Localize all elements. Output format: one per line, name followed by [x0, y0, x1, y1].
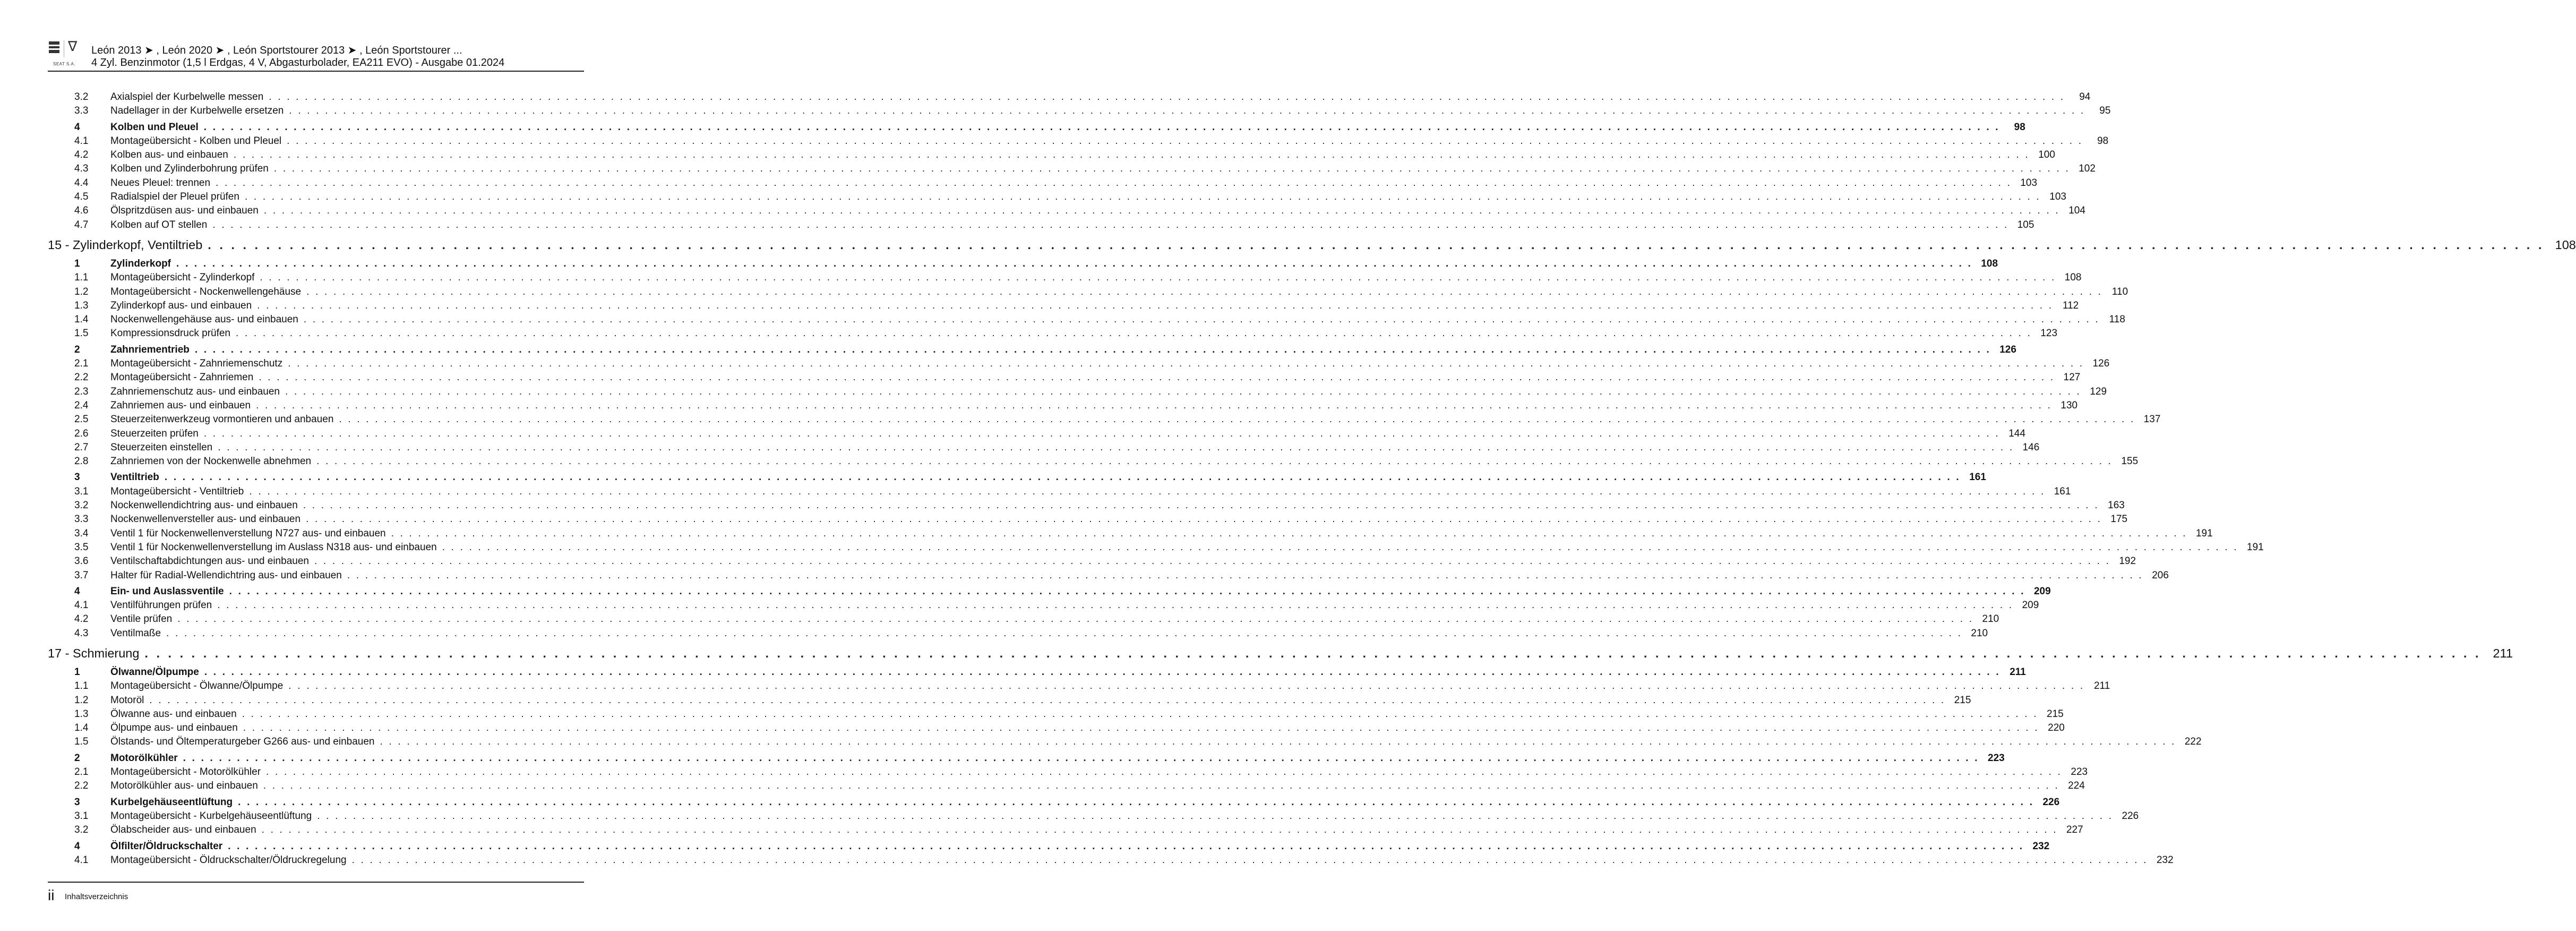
entry-page: 95 — [2099, 105, 2111, 117]
entry-title: 15 - Zylinderkopf, Ventiltrieb — [48, 237, 203, 252]
entry-page: 130 — [2060, 399, 2078, 411]
toc-sub-entry[interactable] — [48, 613, 1999, 627]
dot-leader: . . . . . . . . . . . . . . . . . . . . . . . . . . . . . . . . . . . . . . . . . . . . . . . . . . . . . . . . . . . . . . . . . . . . . . . . . . . . . . . . . . . . . . . . . . . . . . . . . . . . . . . . . . . . . . . . . . . . . . . . . . . . . . . . . . . . . . . . . . . . . . . . . . . . . . . . . . . . . . . . . . . . . . . . . . . . . . . . . . . . . . . . . . . . . . . . . . . . . . . . — [391, 527, 2187, 539]
toc-sub-entry[interactable] — [48, 514, 2128, 527]
dot-leader: . . . . . . . . . . . . . . . . . . . . . . . . . . . . . . . . . . . . . . . . . . . . . . . . . . . . . . . . . . . . . . . . . . . . . . . . . . . . . . . . . . . . . . . . . . . . . . . . . . . . . . . . . . . . . . . . . . . . . . . . . . . . . . . . . . . . . . . . . . . . . . . . . . . . . . . . . . . . . . . . . . . . . . . . . . . . . . . . . . . . . . . . . . . . . . . . . . . . . . . . — [339, 414, 2135, 425]
entry-title: 17 - Schmierung — [48, 646, 140, 660]
dot-leader: . . . . . . . . . . . . . . . . . . . . . . . . . . . . . . . . . . . . . . . . . . . . . . . . . . . . . . . . . . . . . . . . . . . . . . . . . . . . . . . . . . . . . . . . . . . . . . . . . . . . . . . . . . . . . . . . . . . . . . . . . . . . . . . . . . . . . . . . . . . . . . . . . . . . . . . . . . . . . . . . . . . . . . . . . . . . . . . . . . . . . . . . . . . . . . . . . . . . . . . . — [303, 500, 2099, 511]
entry-title: Zahnriemen aus- und einbauen — [110, 399, 251, 411]
toc-sub-entry[interactable] — [48, 541, 2264, 556]
entry-title: Ventiltrieb — [110, 472, 159, 483]
toc-sub-entry[interactable] — [48, 456, 2139, 469]
entry-number: 4.3 — [74, 627, 89, 639]
dot-leader: . . . . . . . . . . . . . . . . . . . . . . . . . . . . . . . . . . . . . . . . . . . . . . . . . . . . . . . . . . . . . . . . . . . . . . . . . . . . . . . . . . . . . . . . . . . . . . . . . . . . . . . . . . . . . . . . . . . . . . . . . . . . . . . . . . . . . . . . . . . . . . . . . . . . . . . . . . . . . . . . . . . . . . . . . . . . . . . . . . . . . . . . . . . . . . . . . . . . . . . . — [306, 286, 2103, 297]
entry-number: 1 — [74, 666, 80, 678]
entry-number: 4.5 — [74, 191, 89, 203]
toc-sub-entry[interactable] — [48, 135, 2109, 149]
toc-sub-entry[interactable] — [48, 680, 2110, 694]
dot-leader: . . . . . . . . . . . . . . . . . . . . . . . . . . . . . . . . . . . . . . . . . . . . . . . . . . . . . . . . . . . . . . . . . . . . . . . . . . . . . . . . . . . . . . . . . . . . . . . . . . . . . . . . . . . . . . . . . . . . . . . . . . . . . . . . . . . . . . . . . . . . . . . . . . . . . . . . . . . . . . . . . . . . . . . . . . . . . . . . . . . . . . . . . . . . . . . . . . . . . . . . — [244, 191, 2041, 203]
entry-title: Kolben und Zylinderbohrung prüfen — [110, 163, 269, 175]
toc-sub-entry[interactable] — [48, 627, 1988, 642]
toc-section-entry[interactable] — [48, 121, 2025, 135]
toc-section-entry[interactable] — [48, 472, 1986, 485]
toc-sub-entry[interactable] — [48, 854, 2174, 868]
entry-title: Steuerzeiten prüfen — [110, 428, 199, 439]
entry-number: 3.1 — [74, 485, 89, 497]
entry-page: 161 — [2054, 485, 2071, 497]
entry-title: Motoröl — [110, 694, 144, 706]
entry-page: 126 — [1999, 344, 2016, 355]
entry-title: Montageübersicht - Zahnriemen — [110, 372, 254, 383]
toc-sub-entry[interactable] — [48, 485, 2071, 500]
entry-page: 226 — [2122, 810, 2139, 822]
entry-page: 102 — [2079, 163, 2096, 175]
entry-number: 3.2 — [74, 91, 89, 103]
entry-title: Nockenwellendichtring aus- und einbauen — [110, 500, 298, 511]
entry-page: 215 — [1954, 694, 1971, 706]
entry-number: 2.6 — [74, 428, 89, 439]
dot-leader: . . . . . . . . . . . . . . . . . . . . . . . . . . . . . . . . . . . . . . . . . . . . . . . . . . . . . . . . . . . . . . . . . . . . . . . . . . . . . . . . . . . . . . . . . . . . . . . . . . . . . . . . . . . . . . . . . . . . . . . . . . . . . . . . . . . . . . . . . . . . . . . . . . . . . . . . . . . . . . . . . . . . . . . . . . . . . . . . . . . . . . . . . . . . . . . . . . . . . . . . — [203, 121, 2000, 133]
toc-sub-entry[interactable] — [48, 149, 2055, 163]
entry-number: 2.4 — [74, 399, 89, 411]
entry-page: 108 — [2064, 272, 2082, 284]
entry-number: 1.4 — [74, 314, 89, 326]
toc-chapter-entry[interactable] — [48, 237, 2576, 256]
dot-leader: . . . . . . . . . . . . . . . . . . . . . . . . . . . . . . . . . . . . . . . . . . . . . . . . . . . . . . . . . . . . . . . . . . . . . . . . . . . . . . . . . . . . . . . . . . . . . . . . . . . . . . . . . . . . . . . . . . . . . . . . . . . . . . . . . . . . . . . . . . . . . . . . . . . . . . . . . . . . . . . . . . . . . . . . . . . . . . . . . . . . . . . . . . . . . . . . . . . . . . . . — [208, 237, 2544, 252]
entry-number: 1.1 — [74, 272, 89, 284]
toc-sub-entry[interactable] — [48, 694, 1971, 708]
toc-sub-entry[interactable] — [48, 91, 2091, 105]
entry-page: 98 — [2097, 135, 2109, 147]
dot-leader: . . . . . . . . . . . . . . . . . . . . . . . . . . . . . . . . . . . . . . . . . . . . . . . . . . . . . . . . . . . . . . . . . . . . . . . . . . . . . . . . . . . . . . . . . . . . . . . . . . . . . . . . . . . . . . . . . . . . . . . . . . . . . . . . . . . . . . . . . . . . . . . . . . . . . . . . . . . . . . . . . . . . . . . . . . . . . . . . . . . . . . . . . . . . . . . . . . . . . . . . — [249, 485, 2046, 497]
entry-title: Montageübersicht - Motorölkühler — [110, 766, 261, 778]
toc-sub-entry[interactable] — [48, 556, 2136, 569]
entry-number: 1.5 — [74, 736, 89, 748]
header-subtitle: 4 Zyl. Benzinmotor (1,5 l Erdgas, 4 V, Abgasturbolader, EA211 EVO) - Ausgabe 01.2024 — [91, 57, 505, 69]
entry-title: Montageübersicht - Ölwanne/Ölpumpe — [110, 680, 284, 692]
dot-leader: . . . . . . . . . . . . . . . . . . . . . . . . . . . . . . . . . . . . . . . . . . . . . . . . . . . . . . . . . . . . . . . . . . . . . . . . . . . . . . . . . . . . . . . . . . . . . . . . . . . . . . . . . . . . . . . . . . . . . . . . . . . . . . . . . . . . . . . . . . . . . . . . . . . . . . . . . . . . . . . . . . . . . . . . . . . . . . . . . . . . . . . . . . . . . . . . . . . . . . . . — [263, 205, 2060, 217]
entry-number: 1.3 — [74, 300, 89, 311]
entry-number: 2.2 — [74, 780, 89, 792]
toc-section-entry[interactable] — [48, 840, 2050, 855]
entry-number: 4.1 — [74, 854, 89, 866]
entry-title: Zahnriementrieb — [110, 344, 190, 355]
entry-number: 1 — [74, 258, 80, 269]
entry-title: Montageübersicht - Öldruckschalter/Öldruckregelung — [110, 854, 347, 866]
entry-title: Montageübersicht - Ventiltrieb — [110, 485, 244, 497]
toc-sub-entry[interactable] — [48, 441, 2040, 456]
entry-number: 1.4 — [74, 722, 89, 734]
dot-leader: . . . . . . . . . . . . . . . . . . . . . . . . . . . . . . . . . . . . . . . . . . . . . . . . . . . . . . . . . . . . . . . . . . . . . . . . . . . . . . . . . . . . . . . . . . . . . . . . . . . . . . . . . . . . . . . . . . . . . . . . . . . . . . . . . . . . . . . . . . . . . . . . . . . . . . . . . . . . . . . . . . . . . . . . . . . . . . . . . . . . . . . . . . . . . . . . . . . . . . . . — [194, 344, 1991, 355]
toc-sub-entry[interactable] — [48, 314, 2125, 328]
entry-page: 118 — [2109, 314, 2125, 326]
entry-title: Montageübersicht - Kurbelgehäuseentlüftung — [110, 810, 312, 822]
entry-title: Motorölkühler aus- und einbauen — [110, 780, 258, 792]
entry-title: Ventilschaftabdichtungen aus- und einbauen — [110, 556, 309, 567]
entry-page: 191 — [2195, 527, 2213, 539]
dot-leader: . . . . . . . . . . . . . . . . . . . . . . . . . . . . . . . . . . . . . . . . . . . . . . . . . . . . . . . . . . . . . . . . . . . . . . . . . . . . . . . . . . . . . . . . . . . . . . . . . . . . . . . . . . . . . . . . . . . . . . . . . . . . . . . . . . . . . . . . . . . . . . . . . . . . . . . . . . . . . . . . . . . . . . . . . . . . . . . . . . . . . . . . . . . . . . . . . . . . . . . . — [238, 796, 2034, 808]
dot-leader: . . . . . . . . . . . . . . . . . . . . . . . . . . . . . . . . . . . . . . . . . . . . . . . . . . . . . . . . . . . . . . . . . . . . . . . . . . . . . . . . . . . . . . . . . . . . . . . . . . . . . . . . . . . . . . . . . . . . . . . . . . . . . . . . . . . . . . . . . . . . . . . . . . . . . . . . . . . . . . . . . . . . . . . . . . . . . . . . . . . . . . . . . . . . . . . . . . . . . . . . — [263, 780, 2059, 792]
entry-title: Neues Pleuel: trennen — [110, 177, 211, 189]
entry-page: 104 — [2068, 205, 2085, 217]
page-number: ii — [48, 887, 55, 903]
entry-number: 3 — [74, 796, 80, 808]
entry-page: 127 — [2063, 372, 2081, 383]
entry-title: Ventilführungen prüfen — [110, 600, 212, 611]
dot-leader: . . . . . . . . . . . . . . . . . . . . . . . . . . . . . . . . . . . . . . . . . . . . . . . . . . . . . . . . . . . . . . . . . . . . . . . . . . . . . . . . . . . . . . . . . . . . . . . . . . . . . . . . . . . . . . . . . . . . . . . . . . . . . . . . . . . . . . . . . . . . . . . . . . . . . . . . . . . . . . . . . . . . . . . . . . . . . . . . . . . . . . . . . . . . . . . . . . . . . . . . — [204, 666, 2000, 678]
entry-title: Radialspiel der Pleuel prüfen — [110, 191, 239, 203]
entry-title: Ventilmaße — [110, 627, 161, 639]
entry-number: 4 — [74, 121, 80, 133]
entry-title: Montageübersicht - Nockenwellengehäuse — [110, 286, 302, 297]
toc-sub-entry[interactable] — [48, 205, 2085, 219]
entry-title: Kolben aus- und einbauen — [110, 149, 228, 161]
toc-sub-entry[interactable] — [48, 600, 2039, 613]
entry-number: 3.2 — [74, 500, 89, 511]
toc-sub-entry[interactable] — [48, 358, 2110, 372]
logo-text: SEAT S.A. — [53, 62, 75, 66]
toc-sub-entry[interactable] — [48, 722, 2065, 736]
entry-page: 137 — [2143, 414, 2161, 425]
toc-sub-entry[interactable] — [48, 286, 2128, 300]
entry-page: 163 — [2108, 500, 2125, 511]
entry-number: 4 — [74, 585, 80, 597]
entry-number: 3.4 — [74, 527, 89, 539]
toc-sub-entry[interactable] — [48, 824, 2083, 838]
dot-leader: . . . . . . . . . . . . . . . . . . . . . . . . . . . . . . . . . . . . . . . . . . . . . . . . . . . . . . . . . . . . . . . . . . . . . . . . . . . . . . . . . . . . . . . . . . . . . . . . . . . . . . . . . . . . . . . . . . . . . . . . . . . . . . . . . . . . . . . . . . . . . . . . . . . . . . . . . . . . . . . . . . . . . . . . . . . . . . . . . . . . . . . . . . . . . . . . . . . . . . . . — [236, 328, 2032, 339]
dot-leader: . . . . . . . . . . . . . . . . . . . . . . . . . . . . . . . . . . . . . . . . . . . . . . . . . . . . . . . . . . . . . . . . . . . . . . . . . . . . . . . . . . . . . . . . . . . . . . . . . . . . . . . . . . . . . . . . . . . . . . . . . . . . . . . . . . . . . . . . . . . . . . . . . . . . . . . . . . . . . . . . . . . . . . . . . . . . . . . . . . . . . . . . . . . . . . . . . . . . . . . . — [288, 680, 2085, 692]
entry-title: Kurbelgehäuseentlüftung — [110, 796, 233, 808]
entry-number: 3.5 — [74, 541, 89, 553]
dot-leader: . . . . . . . . . . . . . . . . . . . . . . . . . . . . . . . . . . . . . . . . . . . . . . . . . . . . . . . . . . . . . . . . . . . . . . . . . . . . . . . . . . . . . . . . . . . . . . . . . . . . . . . . . . . . . . . . . . . . . . . . . . . . . . . . . . . . . . . . . . . . . . . . . . . . . . . . . . . . . . . . . . . . . . . . . . . . . . . . . . . . . . . . . . . . . . . . . . . . . . . . — [257, 300, 2054, 311]
toc-sub-entry[interactable] — [48, 372, 2081, 386]
entry-title: Ölwanne aus- und einbauen — [110, 708, 237, 720]
dot-leader: . . . . . . . . . . . . . . . . . . . . . . . . . . . . . . . . . . . . . . . . . . . . . . . . . . . . . . . . . . . . . . . . . . . . . . . . . . . . . . . . . . . . . . . . . . . . . . . . . . . . . . . . . . . . . . . . . . . . . . . . . . . . . . . . . . . . . . . . . . . . . . . . . . . . . . . . . . . . . . . . . . . . . . . . . . . . . . . . . . . . . . . . . . . . . . . . . . . . . . . . — [228, 840, 2024, 852]
dot-leader: . . . . . . . . . . . . . . . . . . . . . . . . . . . . . . . . . . . . . . . . . . . . . . . . . . . . . . . . . . . . . . . . . . . . . . . . . . . . . . . . . . . . . . . . . . . . . . . . . . . . . . . . . . . . . . . . . . . . . . . . . . . . . . . . . . . . . . . . . . . . . . . . . . . . . . . . . . . . . . . . . . . . . . . . . . . . . . . . . . . . . . . . . . . . . . . . . . . . . . . . — [351, 854, 2148, 866]
dot-leader: . . . . . . . . . . . . . . . . . . . . . . . . . . . . . . . . . . . . . . . . . . . . . . . . . . . . . . . . . . . . . . . . . . . . . . . . . . . . . . . . . . . . . . . . . . . . . . . . . . . . . . . . . . . . . . . . . . . . . . . . . . . . . . . . . . . . . . . . . . . . . . . . . . . . . . . . . . . . . . . . . . . . . . . . . . . . . . . . . . . . . . . . . . . . . . . . . . . . . . . . — [273, 163, 2070, 175]
entry-title: Ölfilter/Öldruckschalter — [110, 840, 223, 852]
entry-page: 144 — [2008, 428, 2025, 439]
entry-title: Montageübersicht - Zylinderkopf — [110, 272, 255, 284]
entry-page: 211 — [2094, 680, 2110, 692]
entry-page: 227 — [2066, 824, 2083, 836]
toc-sub-entry[interactable] — [48, 300, 2079, 314]
entry-page: 103 — [2049, 191, 2066, 203]
entry-title: Ein- und Auslassventile — [110, 585, 224, 597]
toc-sub-entry[interactable] — [48, 810, 2139, 824]
entry-title: Axialspiel der Kurbelwelle messen — [110, 91, 264, 103]
entry-page: 192 — [2119, 556, 2136, 567]
entry-page: 108 — [2555, 237, 2576, 252]
dot-leader: . . . . . . . . . . . . . . . . . . . . . . . . . . . . . . . . . . . . . . . . . . . . . . . . . . . . . . . . . . . . . . . . . . . . . . . . . . . . . . . . . . . . . . . . . . . . . . . . . . . . . . . . . . . . . . . . . . . . . . . . . . . . . . . . . . . . . . . . . . . . . . . . . . . . . . . . . . . . . . . . . . . . . . . . . . . . . . . . . . . . . . . . . . . . . . . . . . . . . . . . — [269, 91, 2065, 103]
entry-number: 3 — [74, 472, 80, 483]
entry-number: 1.3 — [74, 708, 89, 720]
entry-number: 3.6 — [74, 556, 89, 567]
entry-number: 1.5 — [74, 328, 89, 339]
entry-page: 209 — [2022, 600, 2039, 611]
dot-leader: . . . . . . . . . . . . . . . . . . . . . . . . . . . . . . . . . . . . . . . . . . . . . . . . . . . . . . . . . . . . . . . . . . . . . . . . . . . . . . . . . . . . . . . . . . . . . . . . . . . . . . . . . . . . . . . . . . . . . . . . . . . . . . . . . . . . . . . . . . . . . . . . . . . . . . . . . . . . . . . . . . . . . . . . . . . . . . . . . . . . . . . . . . . . . . . . . . . . . . . . — [229, 585, 2025, 597]
entry-page: 100 — [2038, 149, 2055, 161]
entry-title: Ölabscheider aus- und einbauen — [110, 824, 256, 836]
entry-page: 98 — [2014, 121, 2025, 133]
toc-sub-entry[interactable] — [48, 414, 2161, 428]
entry-number: 2.5 — [74, 414, 89, 425]
dot-leader: . . . . . . . . . . . . . . . . . . . . . . . . . . . . . . . . . . . . . . . . . . . . . . . . . . . . . . . . . . . . . . . . . . . . . . . . . . . . . . . . . . . . . . . . . . . . . . . . . . . . . . . . . . . . . . . . . . . . . . . . . . . . . . . . . . . . . . . . . . . . . . . . . . . . . . . . . . . . . . . . . . . . . . . . . . . . . . . . . . . . . . . . . . . . . . . . . . . . . . . . — [442, 541, 2238, 553]
toc-section-entry[interactable] — [48, 752, 2005, 766]
entry-title: Ölpumpe aus- und einbauen — [110, 722, 238, 734]
toc-sub-entry[interactable] — [48, 569, 2169, 584]
entry-number: 2.1 — [74, 358, 89, 370]
toc-sub-entry[interactable] — [48, 177, 2038, 191]
dot-leader: . . . . . . . . . . . . . . . . . . . . . . . . . . . . . . . . . . . . . . . . . . . . . . . . . . . . . . . . . . . . . . . . . . . . . . . . . . . . . . . . . . . . . . . . . . . . . . . . . . . . . . . . . . . . . . . . . . . . . . . . . . . . . . . . . . . . . . . . . . . . . . . . . . . . . . . . . . . . . . . . . . . . . . . . . . . . . . . . . . . . . . . . . . . . . . . . . . . . . . . . — [144, 646, 2481, 660]
entry-page: 210 — [1971, 627, 1988, 639]
toc-sub-entry[interactable] — [48, 428, 2025, 442]
entry-title: Ventil 1 für Nockenwellenverstellung im Auslass N318 aus- und einbauen — [110, 541, 437, 553]
dot-leader: . . . . . . . . . . . . . . . . . . . . . . . . . . . . . . . . . . . . . . . . . . . . . . . . . . . . . . . . . . . . . . . . . . . . . . . . . . . . . . . . . . . . . . . . . . . . . . . . . . . . . . . . . . . . . . . . . . . . . . . . . . . . . . . . . . . . . . . . . . . . . . . . . . . . . . . . . . . . . . . . . . . . . . . . . . . . . . . . . . . . . . . . . . . . . . . . . . . . . . . . — [177, 613, 1974, 625]
entry-number: 2.3 — [74, 386, 89, 397]
entry-number: 3.2 — [74, 824, 89, 836]
toc-sub-entry[interactable] — [48, 219, 2034, 233]
dot-leader: . . . . . . . . . . . . . . . . . . . . . . . . . . . . . . . . . . . . . . . . . . . . . . . . . . . . . . . . . . . . . . . . . . . . . . . . . . . . . . . . . . . . . . . . . . . . . . . . . . . . . . . . . . . . . . . . . . . . . . . . . . . . . . . . . . . . . . . . . . . . . . . . . . . . . . . . . . . . . . . . . . . . . . . . . . . . . . . . . . . . . . . . . . . . . . . . . . . . . . . . — [176, 258, 1973, 269]
entry-number: 1.2 — [74, 286, 89, 297]
entry-page: 210 — [1982, 613, 1999, 625]
entry-number: 2.8 — [74, 456, 89, 467]
entry-page: 206 — [2152, 569, 2169, 581]
entry-title: Halter für Radial-Wellendichtring aus- und einbauen — [110, 569, 342, 581]
entry-page: 155 — [2121, 456, 2139, 467]
entry-title: Montageübersicht - Kolben und Pleuel — [110, 135, 282, 147]
entry-title: Montageübersicht - Zahnriemenschutz — [110, 358, 283, 370]
entry-number: 4.1 — [74, 135, 89, 147]
toc-sub-entry[interactable] — [48, 386, 2107, 400]
entry-page: 112 — [2062, 300, 2079, 311]
header-models: León 2013 ➤ , León 2020 ➤ , León Sportstourer 2013 ➤ , León Sportstourer ... — [91, 45, 462, 56]
entry-title: Ölspritzdüsen aus- und einbauen — [110, 205, 259, 217]
dot-leader: . . . . . . . . . . . . . . . . . . . . . . . . . . . . . . . . . . . . . . . . . . . . . . . . . . . . . . . . . . . . . . . . . . . . . . . . . . . . . . . . . . . . . . . . . . . . . . . . . . . . . . . . . . . . . . . . . . . . . . . . . . . . . . . . . . . . . . . . . . . . . . . . . . . . . . . . . . . . . . . . . . . . . . . . . . . . . . . . . . . . . . . . . . . . . . . . . . . . . . . . — [183, 752, 1979, 764]
entry-page: 211 — [2010, 666, 2026, 678]
entry-number: 4 — [74, 840, 80, 852]
dot-leader: . . . . . . . . . . . . . . . . . . . . . . . . . . . . . . . . . . . . . . . . . . . . . . . . . . . . . . . . . . . . . . . . . . . . . . . . . . . . . . . . . . . . . . . . . . . . . . . . . . . . . . . . . . . . . . . . . . . . . . . . . . . . . . . . . . . . . . . . . . . . . . . . . . . . . . . . . . . . . . . . . . . . . . . . . . . . . . . . . . . . . . . . . . . . . . . . . . . . . . . . — [289, 105, 2085, 117]
toc-sub-entry[interactable] — [48, 780, 2085, 794]
dot-leader: . . . . . . . . . . . . . . . . . . . . . . . . . . . . . . . . . . . . . . . . . . . . . . . . . . . . . . . . . . . . . . . . . . . . . . . . . . . . . . . . . . . . . . . . . . . . . . . . . . . . . . . . . . . . . . . . . . . . . . . . . . . . . . . . . . . . . . . . . . . . . . . . . . . . . . . . . . . . . . . . . . . . . . . . . . . . . . . . . . . . . . . . . . . . . . . . . . . . . . . . — [285, 386, 2082, 397]
entry-page: 110 — [2111, 286, 2128, 297]
entry-title: Nockenwellengehäuse aus- und einbauen — [110, 314, 298, 326]
entry-title: Nadellager in der Kurbelwelle ersetzen — [110, 105, 284, 117]
dot-leader: . . . . . . . . . . . . . . . . . . . . . . . . . . . . . . . . . . . . . . . . . . . . . . . . . . . . . . . . . . . . . . . . . . . . . . . . . . . . . . . . . . . . . . . . . . . . . . . . . . . . . . . . . . . . . . . . . . . . . . . . . . . . . . . . . . . . . . . . . . . . . . . . . . . . . . . . . . . . . . . . . . . . . . . . . . . . . . . . . . . . . . . . . . . . . . . . . . . . . . . . — [347, 569, 2143, 581]
entry-page: 220 — [2048, 722, 2065, 734]
entry-page: 209 — [2033, 585, 2051, 597]
footer-title: Inhaltsverzeichnis — [65, 892, 128, 901]
seat-cupra-logo — [48, 40, 86, 72]
entry-page: 129 — [2090, 386, 2107, 397]
toc-section-entry[interactable] — [48, 796, 2060, 810]
cupra-logo-icon: ∇ — [68, 38, 78, 54]
entry-title: Motorölkühler — [110, 752, 178, 764]
entry-number: 1.2 — [74, 694, 89, 706]
dot-leader: . . . . . . . . . . . . . . . . . . . . . . . . . . . . . . . . . . . . . . . . . . . . . . . . . . . . . . . . . . . . . . . . . . . . . . . . . . . . . . . . . . . . . . . . . . . . . . . . . . . . . . . . . . . . . . . . . . . . . . . . . . . . . . . . . . . . . . . . . . . . . . . . . . . . . . . . . . . . . . . . . . . . . . . . . . . . . . . . . . . . . . . . . . . . . . . . . . . . . . . . — [288, 358, 2084, 370]
entry-number: 4.7 — [74, 219, 89, 230]
entry-title: Zylinderkopf aus- und einbauen — [110, 300, 252, 311]
entry-number: 3.3 — [74, 514, 89, 525]
toc-section-entry[interactable] — [48, 344, 2016, 358]
dot-leader: . . . . . . . . . . . . . . . . . . . . . . . . . . . . . . . . . . . . . . . . . . . . . . . . . . . . . . . . . . . . . . . . . . . . . . . . . . . . . . . . . . . . . . . . . . . . . . . . . . . . . . . . . . . . . . . . . . . . . . . . . . . . . . . . . . . . . . . . . . . . . . . . . . . . . . . . . . . . . . . . . . . . . . . . . . . . . . . . . . . . . . . . . . . . . . . . . . . . . . . . — [212, 219, 2009, 230]
dot-leader: . . . . . . . . . . . . . . . . . . . . . . . . . . . . . . . . . . . . . . . . . . . . . . . . . . . . . . . . . . . . . . . . . . . . . . . . . . . . . . . . . . . . . . . . . . . . . . . . . . . . . . . . . . . . . . . . . . . . . . . . . . . . . . . . . . . . . . . . . . . . . . . . . . . . . . . . . . . . . . . . . . . . . . . . . . . . . . . . . . . . . . . . . . . . . . . . . . . . . . . . — [306, 514, 2102, 525]
entry-number: 2 — [74, 752, 80, 764]
entry-page: 103 — [2020, 177, 2038, 189]
entry-number: 4.4 — [74, 177, 89, 189]
dot-leader: . . . . . . . . . . . . . . . . . . . . . . . . . . . . . . . . . . . . . . . . . . . . . . . . . . . . . . . . . . . . . . . . . . . . . . . . . . . . . . . . . . . . . . . . . . . . . . . . . . . . . . . . . . . . . . . . . . . . . . . . . . . . . . . . . . . . . . . . . . . . . . . . . . . . . . . . . . . . . . . . . . . . . . . . . . . . . . . . . . . . . . . . . . . . . . . . . . . . . . . . — [216, 177, 2012, 189]
entry-page: 108 — [1981, 258, 1998, 269]
entry-title: Steuerzeitenwerkzeug vormontieren und anbauen — [110, 414, 334, 425]
dot-leader: . . . . . . . . . . . . . . . . . . . . . . . . . . . . . . . . . . . . . . . . . . . . . . . . . . . . . . . . . . . . . . . . . . . . . . . . . . . . . . . . . . . . . . . . . . . . . . . . . . . . . . . . . . . . . . . . . . . . . . . . . . . . . . . . . . . . . . . . . . . . . . . . . . . . . . . . . . . . . . . . . . . . . . . . . . . . . . . . . . . . . . . . . . . . . . . . . . . . . . . . — [317, 810, 2114, 822]
entry-title: Ventil 1 für Nockenwellenverstellung N727 aus- und einbauen — [110, 527, 386, 539]
entry-page: 215 — [2047, 708, 2064, 720]
dot-leader: . . . . . . . . . . . . . . . . . . . . . . . . . . . . . . . . . . . . . . . . . . . . . . . . . . . . . . . . . . . . . . . . . . . . . . . . . . . . . . . . . . . . . . . . . . . . . . . . . . . . . . . . . . . . . . . . . . . . . . . . . . . . . . . . . . . . . . . . . . . . . . . . . . . . . . . . . . . . . . . . . . . . . . . . . . . . . . . . . . . . . . . . . . . . . . . . . . . . . . . . — [203, 428, 2000, 439]
toc-sub-entry[interactable] — [48, 163, 2096, 177]
entry-title: Zahnriemenschutz aus- und einbauen — [110, 386, 280, 397]
entry-title: Zylinderkopf — [110, 258, 171, 269]
entry-title: Nockenwellenversteller aus- und einbauen — [110, 514, 301, 525]
entry-number: 3.3 — [74, 105, 89, 117]
entry-title: Ventile prüfen — [110, 613, 173, 625]
entry-page: 223 — [2071, 766, 2088, 778]
toc-sub-entry[interactable] — [48, 399, 2078, 414]
seat-logo-icon — [49, 41, 59, 53]
entry-page: 94 — [2079, 91, 2091, 103]
toc-section-entry[interactable] — [48, 258, 1998, 272]
entry-number: 4.3 — [74, 163, 89, 175]
dot-leader: . . . . . . . . . . . . . . . . . . . . . . . . . . . . . . . . . . . . . . . . . . . . . . . . . . . . . . . . . . . . . . . . . . . . . . . . . . . . . . . . . . . . . . . . . . . . . . . . . . . . . . . . . . . . . . . . . . . . . . . . . . . . . . . . . . . . . . . . . . . . . . . . . . . . . . . . . . . . . . . . . . . . . . . . . . . . . . . . . . . . . . . . . . . . . . . . . . . . . . . . — [261, 824, 2058, 836]
toc-sub-entry[interactable] — [48, 527, 2213, 542]
entry-number: 4.2 — [74, 149, 89, 161]
toc-section-entry[interactable] — [48, 666, 2026, 680]
entry-title: Ölwanne/Ölpumpe — [110, 666, 199, 678]
entry-number: 3.7 — [74, 569, 89, 581]
entry-number: 1.1 — [74, 680, 89, 692]
entry-page: 232 — [2156, 854, 2174, 866]
footer-rule — [48, 882, 584, 883]
dot-leader: . . . . . . . . . . . . . . . . . . . . . . . . . . . . . . . . . . . . . . . . . . . . . . . . . . . . . . . . . . . . . . . . . . . . . . . . . . . . . . . . . . . . . . . . . . . . . . . . . . . . . . . . . . . . . . . . . . . . . . . . . . . . . . . . . . . . . . . . . . . . . . . . . . . . . . . . . . . . . . . . . . . . . . . . . . . . . . . . . . . . . . . . . . . . . . . . . . . . . . . . — [164, 472, 1961, 483]
entry-number: 4.1 — [74, 600, 89, 611]
dot-leader: . . . . . . . . . . . . . . . . . . . . . . . . . . . . . . . . . . . . . . . . . . . . . . . . . . . . . . . . . . . . . . . . . . . . . . . . . . . . . . . . . . . . . . . . . . . . . . . . . . . . . . . . . . . . . . . . . . . . . . . . . . . . . . . . . . . . . . . . . . . . . . . . . . . . . . . . . . . . . . . . . . . . . . . . . . . . . . . . . . . . . . . . . . . . . . . . . . . . . . . . — [243, 722, 2039, 734]
dot-leader: . . . . . . . . . . . . . . . . . . . . . . . . . . . . . . . . . . . . . . . . . . . . . . . . . . . . . . . . . . . . . . . . . . . . . . . . . . . . . . . . . . . . . . . . . . . . . . . . . . . . . . . . . . . . . . . . . . . . . . . . . . . . . . . . . . . . . . . . . . . . . . . . . . . . . . . . . . . . . . . . . . . . . . . . . . . . . . . . . . . . . . . . . . . . . . . . . . . . . . . . — [314, 556, 2111, 567]
entry-page: 161 — [1969, 472, 1986, 483]
dot-leader: . . . . . . . . . . . . . . . . . . . . . . . . . . . . . . . . . . . . . . . . . . . . . . . . . . . . . . . . . . . . . . . . . . . . . . . . . . . . . . . . . . . . . . . . . . . . . . . . . . . . . . . . . . . . . . . . . . . . . . . . . . . . . . . . . . . . . . . . . . . . . . . . . . . . . . . . . . . . . . . . . . . . . . . . . . . . . . . . . . . . . . . . . . . . . . . . . . . . . . . . — [218, 441, 2014, 453]
entry-page: 226 — [2042, 796, 2060, 808]
entry-page: 224 — [2068, 780, 2085, 792]
dot-leader: . . . . . . . . . . . . . . . . . . . . . . . . . . . . . . . . . . . . . . . . . . . . . . . . . . . . . . . . . . . . . . . . . . . . . . . . . . . . . . . . . . . . . . . . . . . . . . . . . . . . . . . . . . . . . . . . . . . . . . . . . . . . . . . . . . . . . . . . . . . . . . . . . . . . . . . . . . . . . . . . . . . . . . . . . . . . . . . . . . . . . . . . . . . . . . . . . . . . . . . . — [260, 272, 2056, 284]
entry-page: 123 — [2040, 328, 2058, 339]
entry-title: Kolben auf OT stellen — [110, 219, 208, 230]
dot-leader: . . . . . . . . . . . . . . . . . . . . . . . . . . . . . . . . . . . . . . . . . . . . . . . . . . . . . . . . . . . . . . . . . . . . . . . . . . . . . . . . . . . . . . . . . . . . . . . . . . . . . . . . . . . . . . . . . . . . . . . . . . . . . . . . . . . . . . . . . . . . . . . . . . . . . . . . . . . . . . . . . . . . . . . . . . . . . . . . . . . . . . . . . . . . . . . . . . . . . . . . — [233, 149, 2030, 161]
entry-title: Kolben und Pleuel — [110, 121, 199, 133]
dot-leader: . . . . . . . . . . . . . . . . . . . . . . . . . . . . . . . . . . . . . . . . . . . . . . . . . . . . . . . . . . . . . . . . . . . . . . . . . . . . . . . . . . . . . . . . . . . . . . . . . . . . . . . . . . . . . . . . . . . . . . . . . . . . . . . . . . . . . . . . . . . . . . . . . . . . . . . . . . . . . . . . . . . . . . . . . . . . . . . . . . . . . . . . . . . . . . . . . . . . . . . . — [380, 736, 2176, 748]
dot-leader: . . . . . . . . . . . . . . . . . . . . . . . . . . . . . . . . . . . . . . . . . . . . . . . . . . . . . . . . . . . . . . . . . . . . . . . . . . . . . . . . . . . . . . . . . . . . . . . . . . . . . . . . . . . . . . . . . . . . . . . . . . . . . . . . . . . . . . . . . . . . . . . . . . . . . . . . . . . . . . . . . . . . . . . . . . . . . . . . . . . . . . . . . . . . . . . . . . . . . . . . — [316, 456, 2113, 467]
toc-sub-entry[interactable] — [48, 736, 2202, 750]
toc-sub-entry[interactable] — [48, 500, 2125, 514]
entry-number: 2.7 — [74, 441, 89, 453]
dot-leader: . . . . . . . . . . . . . . . . . . . . . . . . . . . . . . . . . . . . . . . . . . . . . . . . . . . . . . . . . . . . . . . . . . . . . . . . . . . . . . . . . . . . . . . . . . . . . . . . . . . . . . . . . . . . . . . . . . . . . . . . . . . . . . . . . . . . . . . . . . . . . . . . . . . . . . . . . . . . . . . . . . . . . . . . . . . . . . . . . . . . . . . . . . . . . . . . . . . . . . . . — [166, 627, 1963, 639]
header-rule — [48, 71, 584, 72]
entry-title: Steuerzeiten einstellen — [110, 441, 213, 453]
entry-number: 2 — [74, 344, 80, 355]
toc-sub-entry[interactable] — [48, 766, 2088, 780]
dot-leader: . . . . . . . . . . . . . . . . . . . . . . . . . . . . . . . . . . . . . . . . . . . . . . . . . . . . . . . . . . . . . . . . . . . . . . . . . . . . . . . . . . . . . . . . . . . . . . . . . . . . . . . . . . . . . . . . . . . . . . . . . . . . . . . . . . . . . . . . . . . . . . . . . . . . . . . . . . . . . . . . . . . . . . . . . . . . . . . . . . . . . . . . . . . . . . . . . . . . . . . . — [256, 399, 2053, 411]
toc-section-entry[interactable] — [48, 585, 2051, 600]
toc-sub-entry[interactable] — [48, 105, 2111, 119]
toc-sub-entry[interactable] — [48, 328, 2058, 341]
toc-sub-entry[interactable] — [48, 272, 2082, 286]
dot-leader: . . . . . . . . . . . . . . . . . . . . . . . . . . . . . . . . . . . . . . . . . . . . . . . . . . . . . . . . . . . . . . . . . . . . . . . . . . . . . . . . . . . . . . . . . . . . . . . . . . . . . . . . . . . . . . . . . . . . . . . . . . . . . . . . . . . . . . . . . . . . . . . . . . . . . . . . . . . . . . . . . . . . . . . . . . . . . . . . . . . . . . . . . . . . . . . . . . . . . . . . — [287, 135, 2083, 147]
dot-leader: . . . . . . . . . . . . . . . . . . . . . . . . . . . . . . . . . . . . . . . . . . . . . . . . . . . . . . . . . . . . . . . . . . . . . . . . . . . . . . . . . . . . . . . . . . . . . . . . . . . . . . . . . . . . . . . . . . . . . . . . . . . . . . . . . . . . . . . . . . . . . . . . . . . . . . . . . . . . . . . . . . . . . . . . . . . . . . . . . . . . . . . . . . . . . . . . . . . . . . . . — [242, 708, 2038, 720]
entry-title: Ölstands- und Öltemperaturgeber G266 aus- und einbauen — [110, 736, 375, 748]
entry-number: 4.6 — [74, 205, 89, 217]
entry-page: 175 — [2110, 514, 2128, 525]
toc-sub-entry[interactable] — [48, 708, 2064, 722]
entry-page: 126 — [2092, 358, 2110, 370]
dot-leader: . . . . . . . . . . . . . . . . . . . . . . . . . . . . . . . . . . . . . . . . . . . . . . . . . . . . . . . . . . . . . . . . . . . . . . . . . . . . . . . . . . . . . . . . . . . . . . . . . . . . . . . . . . . . . . . . . . . . . . . . . . . . . . . . . . . . . . . . . . . . . . . . . . . . . . . . . . . . . . . . . . . . . . . . . . . . . . . . . . . . . . . . . . . . . . . . . . . . . . . . — [149, 694, 1946, 706]
dot-leader: . . . . . . . . . . . . . . . . . . . . . . . . . . . . . . . . . . . . . . . . . . . . . . . . . . . . . . . . . . . . . . . . . . . . . . . . . . . . . . . . . . . . . . . . . . . . . . . . . . . . . . . . . . . . . . . . . . . . . . . . . . . . . . . . . . . . . . . . . . . . . . . . . . . . . . . . . . . . . . . . . . . . . . . . . . . . . . . . . . . . . . . . . . . . . . . . . . . . . . . . — [303, 314, 2100, 326]
entry-page: 211 — [2493, 646, 2513, 660]
entry-number: 4.2 — [74, 613, 89, 625]
entry-number: 2.2 — [74, 372, 89, 383]
entry-title: Kompressionsdruck prüfen — [110, 328, 230, 339]
entry-title: Zahnriemen von der Nockenwelle abnehmen — [110, 456, 312, 467]
toc-sub-entry[interactable] — [48, 191, 2066, 205]
entry-page: 105 — [2017, 219, 2034, 230]
entry-page: 232 — [2032, 840, 2050, 852]
entry-page: 146 — [2022, 441, 2040, 453]
entry-page: 222 — [2184, 736, 2202, 748]
dot-leader: . . . . . . . . . . . . . . . . . . . . . . . . . . . . . . . . . . . . . . . . . . . . . . . . . . . . . . . . . . . . . . . . . . . . . . . . . . . . . . . . . . . . . . . . . . . . . . . . . . . . . . . . . . . . . . . . . . . . . . . . . . . . . . . . . . . . . . . . . . . . . . . . . . . . . . . . . . . . . . . . . . . . . . . . . . . . . . . . . . . . . . . . . . . . . . . . . . . . . . . . — [217, 600, 2014, 611]
dot-leader: . . . . . . . . . . . . . . . . . . . . . . . . . . . . . . . . . . . . . . . . . . . . . . . . . . . . . . . . . . . . . . . . . . . . . . . . . . . . . . . . . . . . . . . . . . . . . . . . . . . . . . . . . . . . . . . . . . . . . . . . . . . . . . . . . . . . . . . . . . . . . . . . . . . . . . . . . . . . . . . . . . . . . . . . . . . . . . . . . . . . . . . . . . . . . . . . . . . . . . . . — [266, 766, 2063, 778]
dot-leader: . . . . . . . . . . . . . . . . . . . . . . . . . . . . . . . . . . . . . . . . . . . . . . . . . . . . . . . . . . . . . . . . . . . . . . . . . . . . . . . . . . . . . . . . . . . . . . . . . . . . . . . . . . . . . . . . . . . . . . . . . . . . . . . . . . . . . . . . . . . . . . . . . . . . . . . . . . . . . . . . . . . . . . . . . . . . . . . . . . . . . . . . . . . . . . . . . . . . . . . . — [259, 372, 2055, 383]
toc-chapter-entry[interactable] — [48, 646, 2513, 664]
table-of-contents — [48, 91, 2576, 868]
entry-page: 191 — [2247, 541, 2264, 553]
entry-page: 223 — [1988, 752, 2005, 764]
entry-number: 3.1 — [74, 810, 89, 822]
entry-number: 2.1 — [74, 766, 89, 778]
